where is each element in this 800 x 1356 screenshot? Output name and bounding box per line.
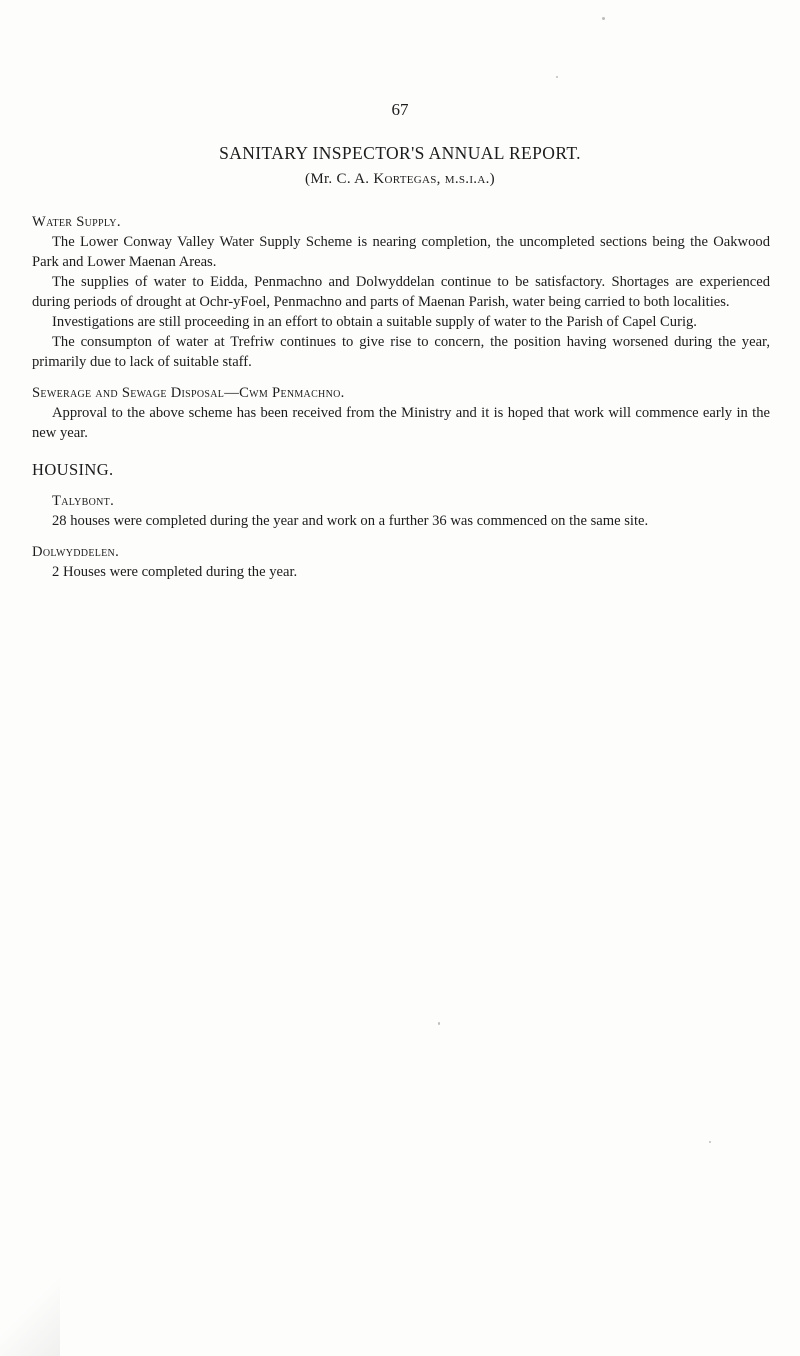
scan-speck <box>438 1022 440 1025</box>
author-prefix: (Mr. C. A. <box>305 171 374 187</box>
page-number: 67 <box>391 100 409 119</box>
water-supply-paragraph: The Lower Conway Valley Water Supply Scheme is nearing completion, the uncompleted sections being the Oakwood Park and Lower Maenan Areas. <box>32 234 770 270</box>
dolwyddelen-heading: Dolwyddelen. <box>32 544 120 560</box>
dolwyddelen-paragraph: 2 Houses were completed during the year. <box>52 564 298 580</box>
scan-speck <box>602 17 605 20</box>
report-title: SANITARY INSPECTOR'S ANNUAL REPORT. <box>219 143 581 163</box>
sewerage-paragraph: Approval to the above scheme has been received from the Ministry and it is hoped that work will commence early in the new year. <box>32 405 770 441</box>
talybont-heading: Talybont. <box>52 493 115 509</box>
author-name: Kortegas, m.s.i.a.) <box>373 171 495 187</box>
water-supply-paragraph: The supplies of water to Eidda, Penmachno and Dolwyddelan continue to be satisfactory. Shortages are experienced during periods of drought at Ochr-yFoel, Penmachno and parts of Maenan Parish, water being carried to both localities. <box>32 274 770 310</box>
sewerage-heading: Sewerage and Sewage Disposal—Cwm Penmachno. <box>32 385 345 401</box>
water-supply-heading: Water Supply. <box>32 214 121 230</box>
talybont-paragraph: 28 houses were completed during the year and work on a further 36 was commenced on the same site. <box>52 513 649 529</box>
scan-shadow <box>0 1236 60 1356</box>
housing-heading: HOUSING. <box>32 460 114 479</box>
water-supply-paragraph: The consumpton of water at Trefriw continues to give rise to concern, the position having worsened during the year, primarily due to lack of suitable staff. <box>32 334 770 370</box>
scan-speck <box>556 76 558 78</box>
report-author <box>0 171 800 188</box>
report-body <box>32 212 770 582</box>
scan-speck <box>709 1141 711 1143</box>
water-supply-paragraph: Investigations are still proceeding in an effort to obtain a suitable supply of water to the Parish of Capel Curig. <box>52 314 697 330</box>
